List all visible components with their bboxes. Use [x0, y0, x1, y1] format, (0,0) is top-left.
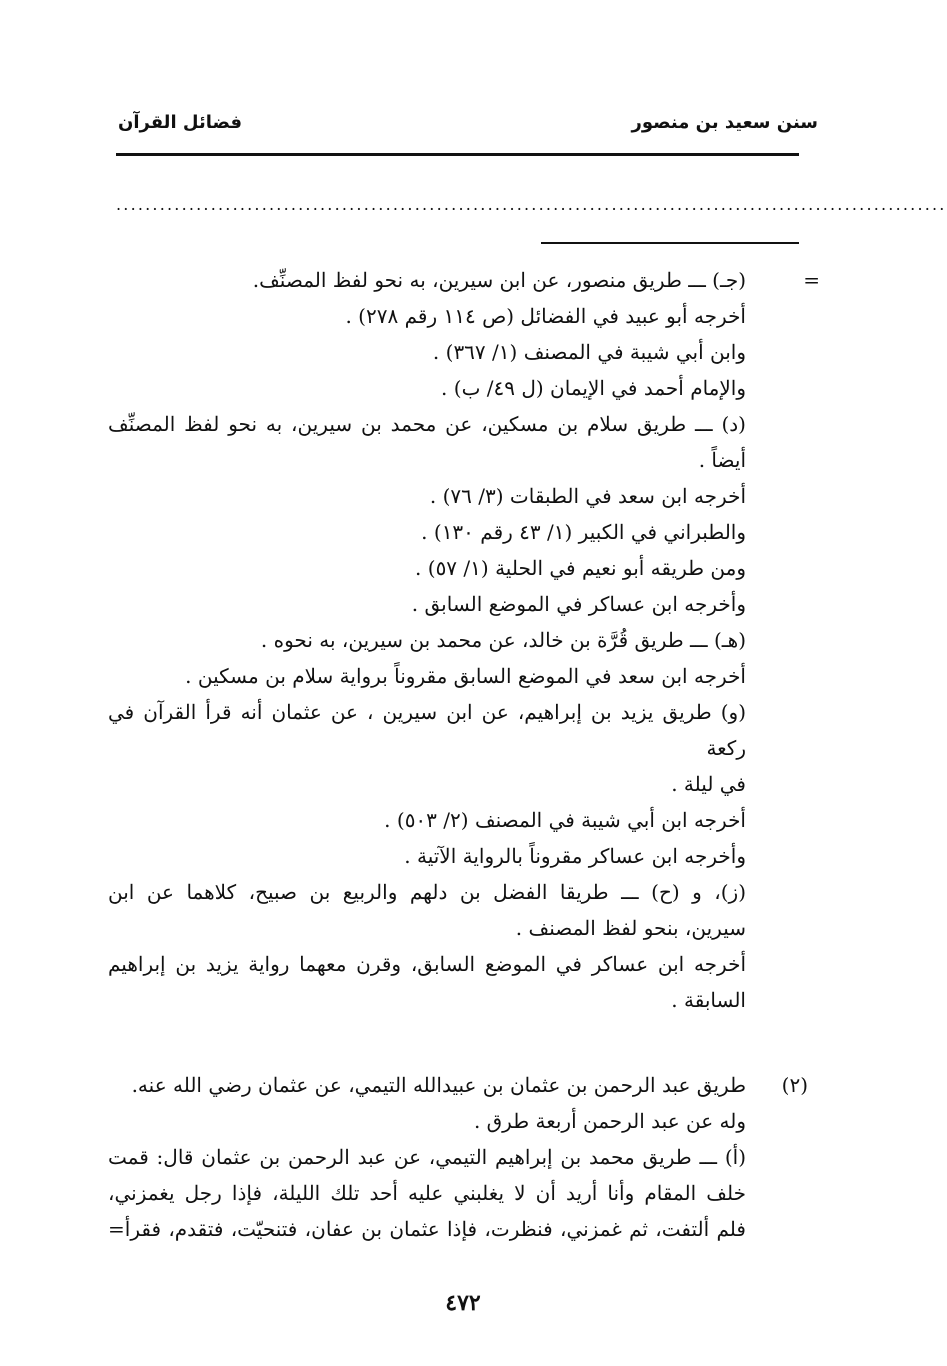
- text-line: وابن أبي شيبة في المصنف (١/ ٣٦٧) .: [432, 340, 746, 364]
- note-2-text-block: [108, 1067, 746, 1247]
- text-line: السابقة .: [671, 988, 746, 1012]
- text-line: أخرجه أبو عبيد في الفضائل (ص ١١٤ رقم ٢٧٨) .: [345, 304, 746, 328]
- text-line: وأخرجه ابن عساكر في الموضع السابق .: [411, 592, 746, 616]
- text-line: أخرجه ابن عساكر في الموضع السابق، وقرن معهما رواية يزيد بن إبراهيم: [108, 952, 746, 976]
- footnote-rule: [541, 242, 799, 244]
- continuation-marker: =: [803, 268, 820, 292]
- text-line: والإمام أحمد في الإيمان (ل ٤٩/ ب) .: [441, 376, 746, 400]
- text-line: في ليلة .: [671, 772, 746, 796]
- text-line: خلف المقام وأنا أريد أن لا يغلبني عليه أحد تلك الليلة، فإذا رجل يغمزني،: [108, 1181, 746, 1205]
- running-head-section-title: فضائل القرآن: [118, 112, 242, 133]
- text-line: أخرجه ابن أبي شيبة في المصنف (٢/ ٥٠٣) .: [384, 808, 746, 832]
- running-head-book-title: سنن سعيد بن منصور: [631, 112, 818, 133]
- text-line: وأخرجه ابن عساكر مقروناً بالرواية الآتية .: [404, 844, 746, 868]
- page-number: ٤٧٢: [445, 1290, 481, 1316]
- text-line: سيرين، بنحو لفظ المصنف .: [515, 916, 746, 940]
- note-number-2: (٢): [781, 1073, 808, 1097]
- header-rule: [116, 153, 799, 156]
- footnote-text-block: [108, 262, 746, 1018]
- text-line: (د) ـــ طريق سلام بن مسكين، عن محمد بن سيرين، به نحو لفظ المصنِّف: [108, 412, 746, 436]
- text-line: أيضاً .: [698, 448, 746, 472]
- text-line: (ز)، و (ح) ـــ طريقا الفضل بن دلهم والربيع بن صبيح، كلاهما عن ابن: [108, 880, 746, 904]
- text-line: وله عن عبد الرحمن أربعة طرق .: [473, 1109, 746, 1133]
- text-line: (هـ) ـــ طريق قُرَّة بن خالد، عن محمد بن سيرين، به نحوه .: [260, 628, 746, 652]
- text-line: طريق عبد الرحمن بن عثمان بن عبيدالله التيمي، عن عثمان رضي الله عنه.: [131, 1073, 746, 1097]
- text-line: فلم ألتفت، ثم غمزني، فنظرت، فإذا عثمان بن عفان، فتنحيّت، فتقدم، فقرأ=: [108, 1217, 746, 1241]
- text-line: أخرجه ابن سعد في الطبقات (٣/ ٧٦) .: [429, 484, 746, 508]
- text-line: (و) طريق يزيد بن إبراهيم، عن ابن سيرين ، عن عثمان أنه قرأ القرآن في ركعة: [108, 700, 746, 760]
- text-line: أخرجه ابن سعد في الموضع السابق مقروناً برواية سلام بن مسكين .: [185, 664, 746, 688]
- text-line: (جـ) ـــ طريق منصور، عن ابن سيرين، به نحو لفظ المصنِّف.: [252, 268, 746, 292]
- text-line: (أ) ـــ طريق محمد بن إبراهيم التيمي، عن عبد الرحمن بن عثمان قال: قمت: [108, 1145, 746, 1169]
- text-line: ومن طريقه أبو نعيم في الحلية (١/ ٥٧) .: [415, 556, 746, 580]
- text-line: والطبراني في الكبير (١/ ٤٣ رقم ١٣٠) .: [421, 520, 746, 544]
- separator-dots: ..................................................................................................................: [116, 195, 947, 214]
